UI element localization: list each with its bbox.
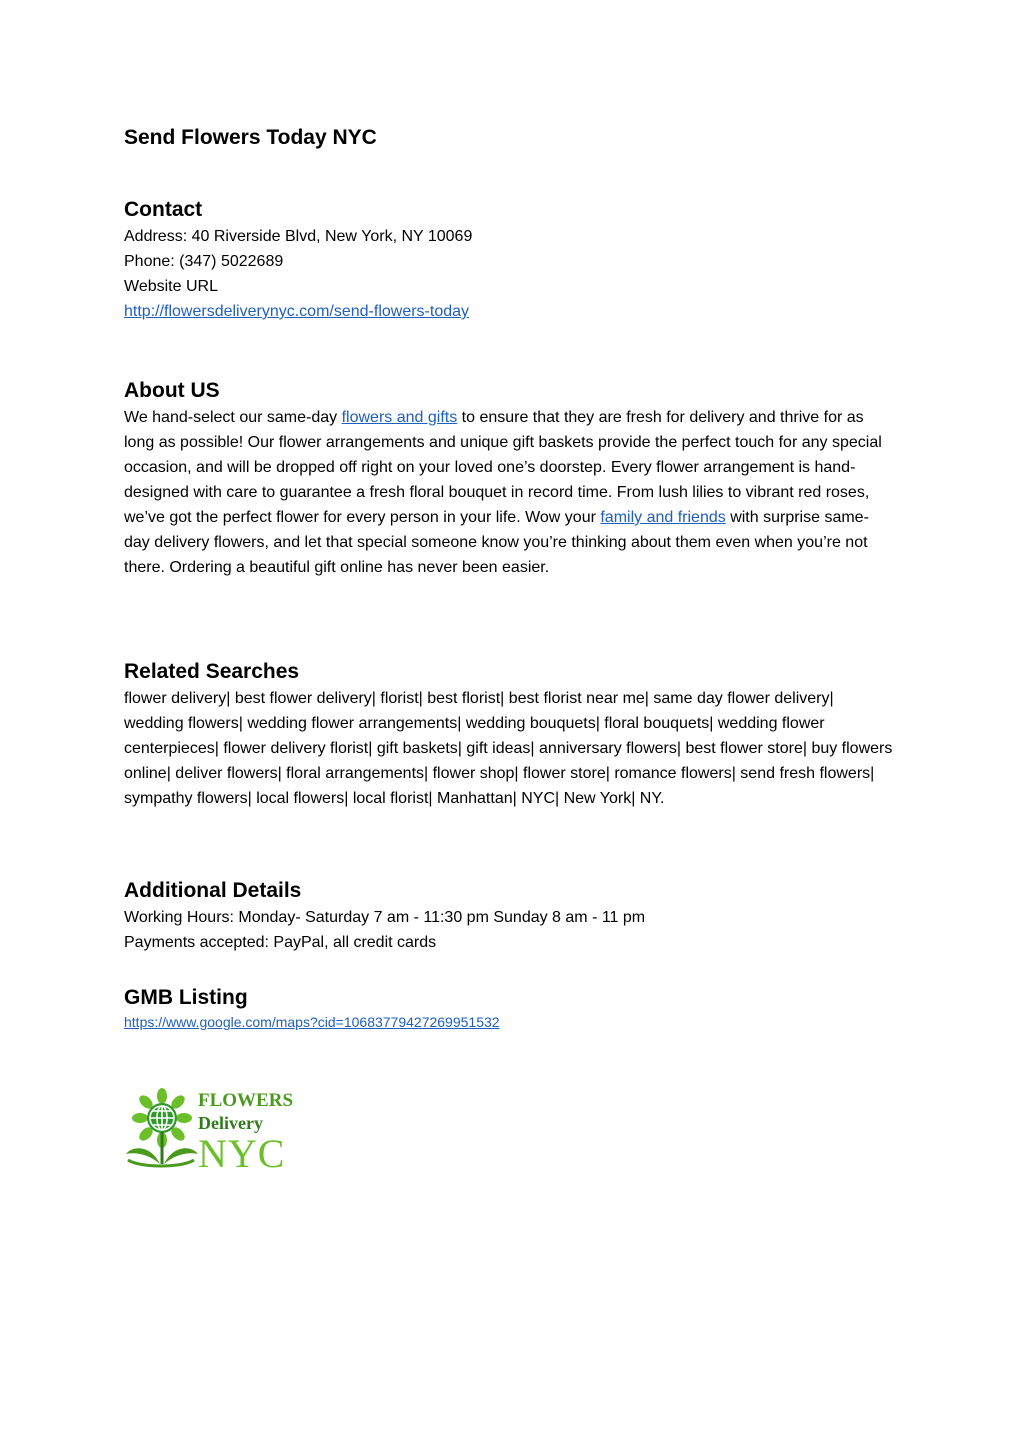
about-heading: About US	[124, 379, 220, 402]
about-text-part-3: with surprise same-day delivery flowers, and let that special someone know you’re thinking about them even when you’re not there. Ordering a beautiful gift online has never been easier.	[124, 509, 869, 576]
related-searches-text: flower delivery| best flower delivery| florist| best florist| best florist near me| same day flower delivery| wedding flowers| wedding flower arrangements| wedding bouquets| floral bouquets| wedding flower centerpieces| flower delivery florist| gift baskets| gift ideas| anniversary flowers| best flower store| buy flowers online| deliver flowers| floral arrangements| flower shop| flower store| romance flowers| send fresh flowers| sympathy flowers| local flowers| local florist| Manhattan| NYC| New York| NY.	[124, 690, 893, 807]
gmb-listing-link[interactable]: https://www.google.com/maps?cid=10683779427269951532	[124, 1014, 500, 1030]
logo-text-flowers: FLOWERS	[198, 1090, 294, 1111]
additional-details-text	[124, 905, 894, 955]
contact-section	[124, 196, 894, 324]
payments-accepted: Payments accepted: PayPal, all credit cards	[124, 934, 437, 951]
family-and-friends-link[interactable]: family and friends	[600, 509, 726, 526]
flower-globe-icon	[124, 1088, 198, 1170]
additional-details-section	[124, 877, 894, 955]
contact-details	[124, 224, 894, 324]
contact-phone: Phone: (347) 5022689	[124, 253, 284, 270]
related-searches-heading: Related Searches	[124, 660, 300, 683]
logo-text-delivery: Delivery	[198, 1113, 263, 1133]
gmb-listing-heading: GMB Listing	[124, 986, 248, 1009]
about-section	[124, 377, 894, 580]
gmb-listing-section	[124, 984, 894, 1032]
additional-details-heading: Additional Details	[124, 879, 302, 902]
contact-heading: Contact	[124, 198, 203, 221]
about-text-part-2: to ensure that they are fresh for delivery and thrive for as long as possible! Our flower arrangements and unique gift baskets provide the perfect touch for any special occasion, and will be dropped off right on your loved one’s doorstep. Every flower arrangement is hand-designed with care to guarantee a fresh floral bouquet in record time. From lush lilies to vibrant red roses, we’ve got the perfect flower for every person in your life. Wow your	[124, 409, 882, 526]
flowers-delivery-nyc-logo	[124, 1088, 299, 1176]
logo-text-nyc: NYC	[198, 1131, 286, 1176]
website-link[interactable]: http://flowersdeliverynyc.com/send-flowers-today	[124, 303, 470, 320]
about-text-part-1: We hand-select our same-day	[124, 409, 342, 426]
page-title: Send Flowers Today NYC	[124, 126, 377, 149]
about-paragraph	[124, 405, 894, 580]
working-hours: Working Hours: Monday- Saturday 7 am - 11:30 pm Sunday 8 am - 11 pm	[124, 909, 646, 926]
website-label: Website URL	[124, 278, 218, 295]
flowers-and-gifts-link[interactable]: flowers and gifts	[341, 409, 458, 426]
contact-address: Address: 40 Riverside Blvd, New York, NY 10069	[124, 228, 473, 245]
related-searches-section	[124, 658, 894, 811]
